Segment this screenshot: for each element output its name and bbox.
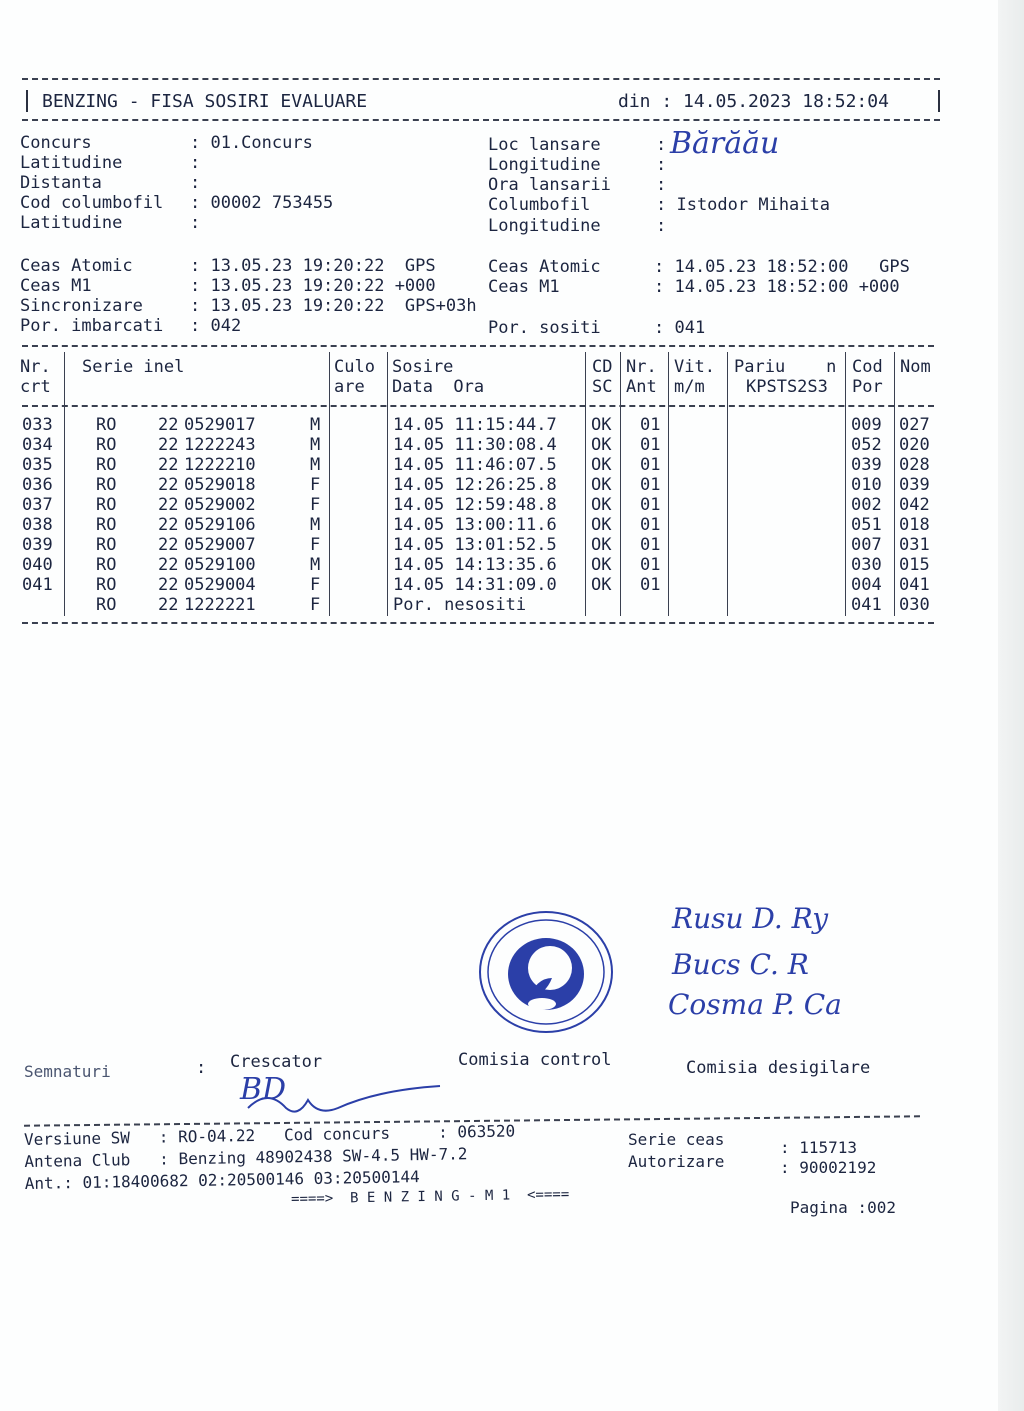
- cell-an: 22: [158, 455, 179, 475]
- cell-sosire: 14.05 11:30:08.4: [393, 435, 557, 455]
- cell-cod: 030: [851, 555, 882, 575]
- cell-inel: 0529018: [184, 475, 256, 495]
- handwritten-signature-1: Rusu D. Ry: [672, 902, 829, 935]
- cell-sosire: 14.05 13:01:52.5: [393, 535, 557, 555]
- cell-tara: RO: [96, 495, 117, 515]
- cell-nr: 038: [22, 515, 53, 535]
- cell-sosire: 14.05 12:26:25.8: [393, 475, 557, 495]
- cell-nr: 034: [22, 435, 53, 455]
- cell-sex: M: [310, 435, 321, 455]
- cell-inel: 1222221: [184, 595, 256, 615]
- report-title: BENZING - FISA SOSIRI EVALUARE: [42, 91, 368, 112]
- cell-cd: OK: [591, 575, 612, 595]
- crescator-signature: BD: [240, 1072, 287, 1107]
- comisia-desigilare-label: Comisia desigilare: [686, 1058, 871, 1078]
- page-number: Pagina :002: [790, 1198, 896, 1217]
- cell-inel: 0529007: [184, 535, 256, 555]
- cell-an: 22: [158, 535, 179, 555]
- cell-ant: 01: [640, 495, 661, 515]
- cell-ant: 01: [640, 555, 661, 575]
- cell-inel: 1222210: [184, 455, 256, 475]
- cell-sex: M: [310, 455, 321, 475]
- cell-nom: 015: [899, 555, 930, 575]
- cell-sosire: 14.05 12:59:48.8: [393, 495, 557, 515]
- cell-tara: RO: [96, 475, 117, 495]
- cell-sosire: 14.05 14:13:35.6: [393, 555, 557, 575]
- cell-cod: 039: [851, 455, 882, 475]
- cell-sosire: 14.05 11:15:44.7: [393, 415, 557, 435]
- cell-tara: RO: [96, 415, 117, 435]
- comisia-control-label: Comisia control: [458, 1050, 612, 1070]
- cell-tara: RO: [96, 595, 117, 615]
- cell-nom: 031: [899, 535, 930, 555]
- cell-sex: F: [310, 535, 321, 555]
- cell-nom: 042: [899, 495, 930, 515]
- cell-nr: 033: [22, 415, 53, 435]
- cell-cod: 002: [851, 495, 882, 515]
- cell-cd: OK: [591, 535, 612, 555]
- benzing-brand: ====> B E N Z I N G - M 1 <====: [290, 1186, 570, 1208]
- header-bottom-border: [22, 119, 940, 121]
- cell-nr: 037: [22, 495, 53, 515]
- handwritten-signature-2: Bucs C. R: [672, 948, 809, 981]
- cell-inel: 0529106: [184, 515, 256, 535]
- cell-sosire: Por. nesositi: [393, 595, 527, 615]
- cell-nom: 028: [899, 455, 930, 475]
- cell-sex: F: [310, 495, 321, 515]
- cell-an: 22: [158, 595, 179, 615]
- cell-ant: 01: [640, 515, 661, 535]
- cell-tara: RO: [96, 455, 117, 475]
- cell-nr: 035: [22, 455, 53, 475]
- cell-tara: RO: [96, 515, 117, 535]
- cell-inel: 0529004: [184, 575, 256, 595]
- handwritten-signature-3: Cosma P. Ca: [668, 988, 842, 1021]
- cell-sex: M: [310, 555, 321, 575]
- cell-nom: 039: [899, 475, 930, 495]
- cell-sex: M: [310, 415, 321, 435]
- signature-scribble-icon: [228, 1078, 448, 1122]
- cell-nom: 020: [899, 435, 930, 455]
- cell-sex: M: [310, 515, 321, 535]
- cell-cod: 041: [851, 595, 882, 615]
- cell-an: 22: [158, 555, 179, 575]
- cell-cod: 010: [851, 475, 882, 495]
- cell-nr: 040: [22, 555, 53, 575]
- cell-nom: 027: [899, 415, 930, 435]
- cell-nom: 018: [899, 515, 930, 535]
- cell-nr: 036: [22, 475, 53, 495]
- cell-tara: RO: [96, 555, 117, 575]
- cell-an: 22: [158, 575, 179, 595]
- cell-cd: OK: [591, 435, 612, 455]
- crescator-label: Crescator: [230, 1052, 323, 1072]
- cell-ant: 01: [640, 575, 661, 595]
- cell-cd: OK: [591, 415, 612, 435]
- cell-cod: 004: [851, 575, 882, 595]
- cell-nr: 041: [22, 575, 53, 595]
- cell-tara: RO: [96, 535, 117, 555]
- cell-an: 22: [158, 475, 179, 495]
- cell-cd: OK: [591, 495, 612, 515]
- cell-cd: OK: [591, 515, 612, 535]
- cell-cd: OK: [591, 555, 612, 575]
- cell-ant: 01: [640, 535, 661, 555]
- cell-inel: 0529017: [184, 415, 256, 435]
- cell-tara: RO: [96, 575, 117, 595]
- cell-sex: F: [310, 595, 321, 615]
- cell-sex: F: [310, 575, 321, 595]
- cell-an: 22: [158, 495, 179, 515]
- cell-cod: 051: [851, 515, 882, 535]
- cell-ant: 01: [640, 455, 661, 475]
- report-date: din : 14.05.2023 18:52:04: [618, 91, 889, 112]
- paper-edge: [998, 0, 1024, 1411]
- cell-inel: 1222243: [184, 435, 256, 455]
- cell-sex: F: [310, 475, 321, 495]
- printout-page: BENZING - FISA SOSIRI EVALUARE din : 14.05.2023 18:52:04 Concurs : 01.Concurs Latitudine : Distanta : Cod columbofil : 00002 753455 Latitudine : Loc lansare : Longitudine : Ora lansarii : Columbofil : Istodor Mihaita Longitudine : Bărăău Ceas Atomic : 13.05.23 19:20:22 GPS Ceas M1 : 13.05.23 19:20:22 +000 Sincronizare : 13.05.23 19:20:22 GPS+03h Por. imbarcati : 042 Ceas Atomic : 14.05.23 18:52:00 GPS Ceas M1 : 14.05.23 18:52:00 +000 Por. sositi : 041 Nr. crt Serie inel Culo are Sosire Data Ora CD SC Nr. Ant Vit. m/m Pariu n KPSTS2S3 Cod Por Nom 033 RO 22 0529017 M 14.05 11:15:44.7 OK 01 009 027 034 RO 22 1222243 M 14.05 11:30:08.4 OK 01 052 020 035 RO 22 1222210 M 14.05 11:46:07.5 OK 01 039 028 036 RO 22 0529018 F 14.05 12:26:25.8 OK 01 010 039 037 RO 22 0529002 F 14.05 12:59:48.8 OK 01 002 042 038 RO 22 0529106 M 14.05 13:00:11.6 OK 01 051 018 039 RO 22 0529007 F 14.05 13:01:52.5 OK 01 007 031 040 RO 22 0529100 M 14.05 14:13:35.6 OK 01 030 015 041 RO 22 0529004 F 14.05 14:31:09.0 OK 01 004 041 RO 22 1222221 F Por. nesositi 041 030 Rusu D. Ry Bucs C. R Cosma P. Ca Semnaturi : Crescator Comisia control Comisia desigilare BD Versiune SW : RO-04.22 Cod concurs : 063520 Antena Club : Benzing 48902438 SW-4.5 HW-7.2 Ant.: 01:18400682 02:20500146 03:20500144 ====> B E N Z I N G - M 1 <==== Serie ceas : 115713 Autorizare : 90002192 Pagina :002: [0, 0, 1024, 1411]
- cell-nom: 041: [899, 575, 930, 595]
- club-stamp-icon: [476, 908, 616, 1038]
- cell-an: 22: [158, 515, 179, 535]
- cell-tara: RO: [96, 435, 117, 455]
- cell-sosire: 14.05 14:31:09.0: [393, 575, 557, 595]
- cell-an: 22: [158, 435, 179, 455]
- cell-sosire: 14.05 13:00:11.6: [393, 515, 557, 535]
- cell-cd: OK: [591, 475, 612, 495]
- cell-ant: 01: [640, 475, 661, 495]
- cell-inel: 0529002: [184, 495, 256, 515]
- cell-nr: 039: [22, 535, 53, 555]
- signatures-label: Semnaturi: [24, 1062, 111, 1081]
- cell-ant: 01: [640, 435, 661, 455]
- cell-nom: 030: [899, 595, 930, 615]
- cell-ant: 01: [640, 415, 661, 435]
- cell-cd: OK: [591, 455, 612, 475]
- cell-cod: 007: [851, 535, 882, 555]
- cell-cod: 052: [851, 435, 882, 455]
- cell-inel: 0529100: [184, 555, 256, 575]
- handwritten-loc-lansare: Bărăău: [670, 126, 780, 161]
- header-top-border: [22, 78, 940, 80]
- cell-sosire: 14.05 11:46:07.5: [393, 455, 557, 475]
- cell-cod: 009: [851, 415, 882, 435]
- cell-an: 22: [158, 415, 179, 435]
